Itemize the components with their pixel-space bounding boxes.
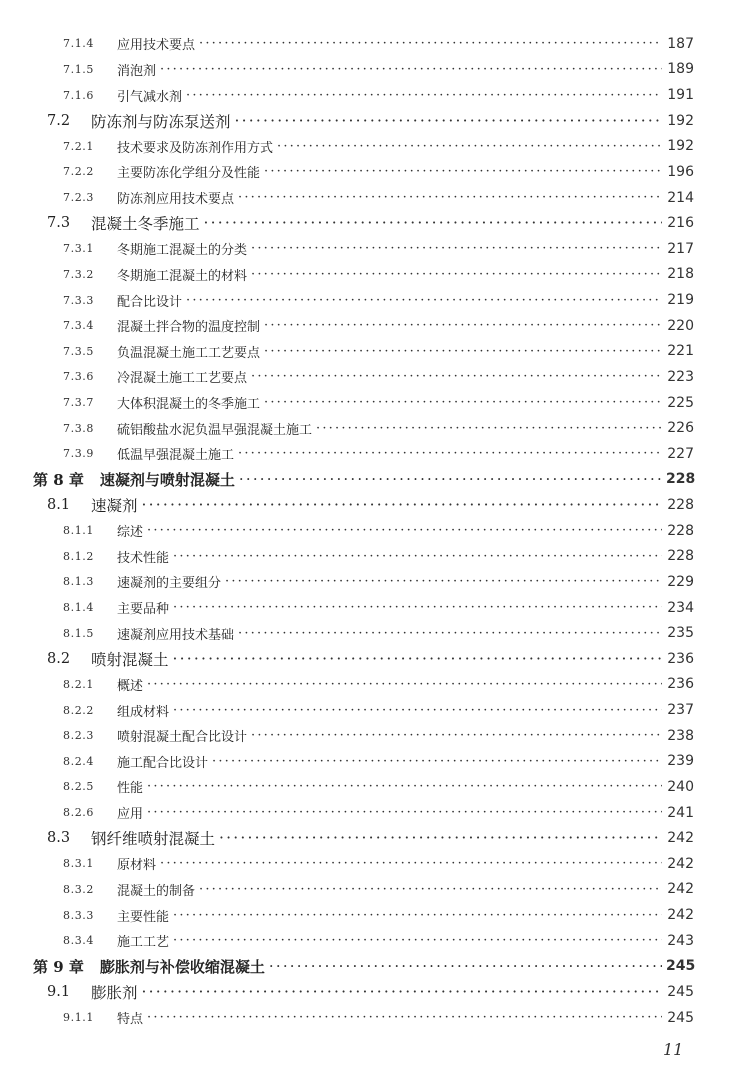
toc-sub-entry bbox=[0, 518, 730, 544]
dot-leader bbox=[316, 421, 662, 436]
toc-sub-entry bbox=[0, 313, 730, 339]
toc-entry-title: 应用 bbox=[117, 807, 144, 823]
toc-entry-page: 225 bbox=[667, 394, 694, 411]
toc-entry-number: 8.1.3 bbox=[63, 575, 94, 589]
dot-leader bbox=[264, 395, 662, 410]
dot-leader bbox=[186, 88, 662, 103]
toc-sub-entry bbox=[0, 544, 730, 570]
toc-sub-entry bbox=[0, 339, 730, 365]
toc-sub-entry bbox=[0, 800, 730, 826]
toc-entry-page: 228 bbox=[667, 497, 694, 514]
toc-entry-number: 7.3.4 bbox=[63, 319, 94, 333]
toc-entry-number: 第 8 章 bbox=[33, 470, 84, 489]
toc-sub-entry bbox=[0, 262, 730, 288]
toc-entry-number: 7.1.4 bbox=[63, 37, 94, 51]
dot-leader bbox=[173, 549, 662, 564]
toc-entry-title: 速凝剂应用技术基础 bbox=[117, 627, 235, 643]
dot-leader bbox=[238, 626, 662, 641]
toc-entry-number: 7.3.8 bbox=[63, 421, 94, 435]
dot-leader bbox=[173, 933, 662, 948]
toc-sub-entry bbox=[0, 569, 730, 595]
toc-entry-page: 223 bbox=[667, 368, 694, 385]
toc-entry-title: 施工工艺 bbox=[117, 935, 170, 951]
toc-entry-title: 特点 bbox=[117, 1012, 144, 1028]
dot-leader bbox=[251, 728, 662, 743]
toc-chapter-entry bbox=[0, 467, 730, 493]
dot-leader bbox=[142, 983, 662, 1001]
table-of-contents bbox=[0, 31, 730, 1030]
toc-entry-title: 速凝剂的主要组分 bbox=[117, 576, 222, 592]
toc-sub-entry bbox=[0, 57, 730, 83]
toc-entry-number: 8.3.4 bbox=[63, 934, 94, 948]
toc-entry-title: 消泡剂 bbox=[117, 63, 157, 79]
toc-entry-number: 8.1.1 bbox=[63, 524, 94, 538]
dot-leader bbox=[173, 908, 662, 923]
page-number: 11 bbox=[663, 1040, 684, 1059]
dot-leader bbox=[238, 446, 662, 461]
toc-entry-number: 7.2.2 bbox=[63, 165, 94, 179]
toc-entry-page: 235 bbox=[667, 625, 694, 642]
toc-entry-page: 229 bbox=[667, 573, 694, 590]
toc-entry-title: 膨胀剂与补偿收缩混凝土 bbox=[99, 957, 265, 976]
toc-sub-entry bbox=[0, 620, 730, 646]
toc-entry-page: 218 bbox=[667, 266, 694, 283]
toc-entry-title: 主要性能 bbox=[117, 909, 170, 925]
toc-entry-page: 237 bbox=[667, 702, 694, 719]
dot-leader bbox=[147, 779, 662, 794]
toc-sub-entry bbox=[0, 851, 730, 877]
toc-sub-entry bbox=[0, 415, 730, 441]
toc-entry-title: 应用技术要点 bbox=[117, 38, 196, 54]
toc-entry-title: 主要防冻化学组分及性能 bbox=[117, 166, 261, 182]
dot-leader bbox=[199, 36, 662, 51]
toc-entry-number: 8.3.1 bbox=[63, 857, 94, 871]
dot-leader bbox=[264, 164, 662, 179]
toc-entry-number: 8.3.2 bbox=[63, 882, 94, 896]
toc-entry-number: 7.1.5 bbox=[63, 62, 94, 76]
toc-chapter-entry bbox=[0, 954, 730, 980]
toc-entry-number: 8.2.6 bbox=[63, 806, 94, 820]
toc-entry-title: 概述 bbox=[117, 678, 144, 694]
dot-leader bbox=[251, 369, 662, 384]
toc-entry-number: 8.2.5 bbox=[63, 780, 94, 794]
toc-entry-number: 8.2 bbox=[47, 650, 71, 667]
toc-entry-title: 防冻剂应用技术要点 bbox=[117, 192, 235, 208]
toc-sub-entry bbox=[0, 697, 730, 723]
toc-entry-page: 228 bbox=[666, 471, 696, 488]
dot-leader bbox=[251, 241, 662, 256]
toc-entry-page: 214 bbox=[667, 189, 694, 206]
toc-entry-title: 低温早强混凝土施工 bbox=[117, 448, 235, 464]
toc-sub-entry bbox=[0, 928, 730, 954]
dot-leader bbox=[173, 600, 662, 615]
toc-entry-page: 216 bbox=[667, 215, 694, 232]
toc-section-entry bbox=[0, 210, 730, 236]
toc-entry-number: 8.1.2 bbox=[63, 549, 94, 563]
toc-entry-page: 243 bbox=[667, 932, 694, 949]
toc-entry-title: 技术要求及防冻剂作用方式 bbox=[117, 140, 274, 156]
toc-sub-entry bbox=[0, 672, 730, 698]
toc-entry-title: 钢纤维喷射混凝土 bbox=[91, 830, 216, 849]
toc-sub-entry bbox=[0, 1005, 730, 1031]
toc-sub-entry bbox=[0, 236, 730, 262]
toc-entry-page: 236 bbox=[667, 676, 694, 693]
dot-leader bbox=[147, 1010, 662, 1025]
toc-entry-page: 196 bbox=[667, 163, 694, 180]
dot-leader bbox=[147, 805, 662, 820]
toc-entry-page: 245 bbox=[667, 1009, 694, 1026]
toc-entry-page: 238 bbox=[667, 727, 694, 744]
toc-sub-entry bbox=[0, 774, 730, 800]
toc-entry-title: 冬期施工混凝土的分类 bbox=[117, 243, 248, 259]
toc-entry-title: 混凝土拌合物的温度控制 bbox=[117, 320, 261, 336]
toc-entry-number: 7.3.2 bbox=[63, 267, 94, 281]
toc-sub-entry bbox=[0, 877, 730, 903]
toc-entry-title: 技术性能 bbox=[117, 550, 170, 566]
toc-section-entry bbox=[0, 646, 730, 672]
toc-sub-entry bbox=[0, 82, 730, 108]
toc-entry-page: 242 bbox=[667, 855, 694, 872]
toc-entry-page: 192 bbox=[667, 112, 694, 129]
toc-entry-number: 8.2.3 bbox=[63, 729, 94, 743]
toc-entry-title: 速凝剂 bbox=[91, 497, 138, 516]
dot-leader bbox=[212, 754, 662, 769]
toc-entry-page: 240 bbox=[667, 778, 694, 795]
toc-sub-entry bbox=[0, 441, 730, 467]
dot-leader bbox=[186, 293, 662, 308]
toc-sub-entry bbox=[0, 185, 730, 211]
dot-leader bbox=[173, 703, 662, 718]
dot-leader bbox=[277, 139, 662, 154]
toc-entry-number: 8.2.4 bbox=[63, 754, 94, 768]
toc-entry-title: 性能 bbox=[117, 781, 144, 797]
toc-entry-page: 242 bbox=[667, 907, 694, 924]
toc-section-entry bbox=[0, 108, 730, 134]
dot-leader bbox=[239, 470, 662, 488]
toc-entry-title: 负温混凝土施工工艺要点 bbox=[117, 345, 261, 361]
toc-sub-entry bbox=[0, 723, 730, 749]
dot-leader bbox=[264, 318, 662, 333]
dot-leader bbox=[269, 957, 662, 975]
toc-entry-number: 8.1.5 bbox=[63, 626, 94, 640]
toc-sub-entry bbox=[0, 902, 730, 928]
toc-section-entry bbox=[0, 492, 730, 518]
dot-leader bbox=[160, 856, 662, 871]
toc-entry-page: 236 bbox=[667, 650, 694, 667]
toc-sub-entry bbox=[0, 159, 730, 185]
dot-leader bbox=[142, 496, 662, 514]
toc-entry-number: 7.3.9 bbox=[63, 447, 94, 461]
toc-entry-title: 混凝土的制备 bbox=[117, 883, 196, 899]
toc-entry-page: 227 bbox=[667, 445, 694, 462]
toc-entry-page: 226 bbox=[667, 420, 694, 437]
toc-entry-title: 硫铝酸盐水泥负温早强混凝土施工 bbox=[117, 422, 313, 438]
dot-leader bbox=[147, 677, 662, 692]
toc-entry-page: 245 bbox=[666, 958, 696, 975]
toc-entry-number: 7.3.1 bbox=[63, 242, 94, 256]
toc-entry-title: 施工配合比设计 bbox=[117, 755, 209, 771]
toc-entry-title: 配合比设计 bbox=[117, 294, 183, 310]
toc-entry-page: 220 bbox=[667, 317, 694, 334]
toc-entry-number: 9.1.1 bbox=[63, 1011, 94, 1025]
toc-entry-page: 239 bbox=[667, 753, 694, 770]
toc-entry-page: 217 bbox=[667, 240, 694, 257]
toc-entry-page: 228 bbox=[667, 548, 694, 565]
toc-entry-page: 192 bbox=[667, 138, 694, 155]
toc-entry-number: 7.3.6 bbox=[63, 370, 94, 384]
dot-leader bbox=[204, 214, 662, 232]
toc-entry-page: 191 bbox=[667, 87, 694, 104]
dot-leader bbox=[238, 190, 662, 205]
dot-leader bbox=[235, 112, 662, 130]
toc-entry-title: 引气减水剂 bbox=[117, 89, 183, 105]
dot-leader bbox=[160, 62, 662, 77]
toc-entry-number: 7.3.5 bbox=[63, 344, 94, 358]
toc-entry-title: 膨胀剂 bbox=[91, 983, 138, 1002]
toc-section-entry bbox=[0, 979, 730, 1005]
toc-entry-page: 189 bbox=[667, 61, 694, 78]
toc-entry-number: 8.2.2 bbox=[63, 703, 94, 717]
toc-entry-number: 7.1.6 bbox=[63, 88, 94, 102]
toc-entry-number: 8.3 bbox=[47, 830, 71, 847]
toc-entry-number: 7.2.1 bbox=[63, 139, 94, 153]
toc-entry-title: 原材料 bbox=[117, 858, 157, 874]
dot-leader bbox=[225, 574, 662, 589]
toc-entry-title: 冬期施工混凝土的材料 bbox=[117, 268, 248, 284]
toc-entry-number: 8.2.1 bbox=[63, 677, 94, 691]
toc-entry-title: 喷射混凝土 bbox=[91, 650, 169, 669]
toc-entry-page: 221 bbox=[667, 343, 694, 360]
toc-entry-number: 7.2 bbox=[47, 112, 71, 129]
toc-entry-title: 主要品种 bbox=[117, 602, 170, 618]
dot-leader bbox=[219, 829, 662, 847]
toc-entry-number: 7.3 bbox=[47, 215, 71, 232]
toc-entry-number: 8.3.3 bbox=[63, 908, 94, 922]
toc-entry-title: 组成材料 bbox=[117, 704, 170, 720]
toc-entry-title: 大体积混凝土的冬季施工 bbox=[117, 397, 261, 413]
toc-entry-number: 7.2.3 bbox=[63, 191, 94, 205]
dot-leader bbox=[251, 267, 662, 282]
toc-entry-page: 245 bbox=[667, 983, 694, 1000]
toc-entry-page: 187 bbox=[667, 35, 694, 52]
toc-entry-title: 综述 bbox=[117, 525, 144, 541]
toc-sub-entry bbox=[0, 749, 730, 775]
toc-entry-page: 219 bbox=[667, 292, 694, 309]
toc-entry-number: 第 9 章 bbox=[33, 957, 84, 976]
toc-sub-entry bbox=[0, 134, 730, 160]
toc-sub-entry bbox=[0, 287, 730, 313]
toc-sub-entry bbox=[0, 364, 730, 390]
toc-entry-number: 7.3.3 bbox=[63, 293, 94, 307]
dot-leader bbox=[173, 650, 662, 668]
toc-entry-title: 喷射混凝土配合比设计 bbox=[117, 730, 248, 746]
toc-entry-title: 冷混凝土施工工艺要点 bbox=[117, 371, 248, 387]
toc-entry-number: 8.1.4 bbox=[63, 601, 94, 615]
dot-leader bbox=[147, 523, 662, 538]
toc-entry-number: 8.1 bbox=[47, 497, 71, 514]
toc-entry-page: 228 bbox=[667, 522, 694, 539]
toc-entry-number: 9.1 bbox=[47, 983, 71, 1000]
toc-entry-title: 速凝剂与喷射混凝土 bbox=[99, 470, 235, 489]
toc-sub-entry bbox=[0, 595, 730, 621]
toc-entry-title: 防冻剂与防冻泵送剂 bbox=[91, 112, 231, 131]
toc-sub-entry bbox=[0, 31, 730, 57]
dot-leader bbox=[199, 882, 662, 897]
dot-leader bbox=[264, 344, 662, 359]
toc-entry-title: 混凝土冬季施工 bbox=[91, 215, 200, 234]
toc-entry-page: 234 bbox=[667, 599, 694, 616]
toc-sub-entry bbox=[0, 390, 730, 416]
toc-entry-page: 242 bbox=[667, 881, 694, 898]
toc-entry-page: 242 bbox=[667, 830, 694, 847]
toc-section-entry bbox=[0, 825, 730, 851]
toc-entry-page: 241 bbox=[667, 804, 694, 821]
toc-entry-number: 7.3.7 bbox=[63, 396, 94, 410]
